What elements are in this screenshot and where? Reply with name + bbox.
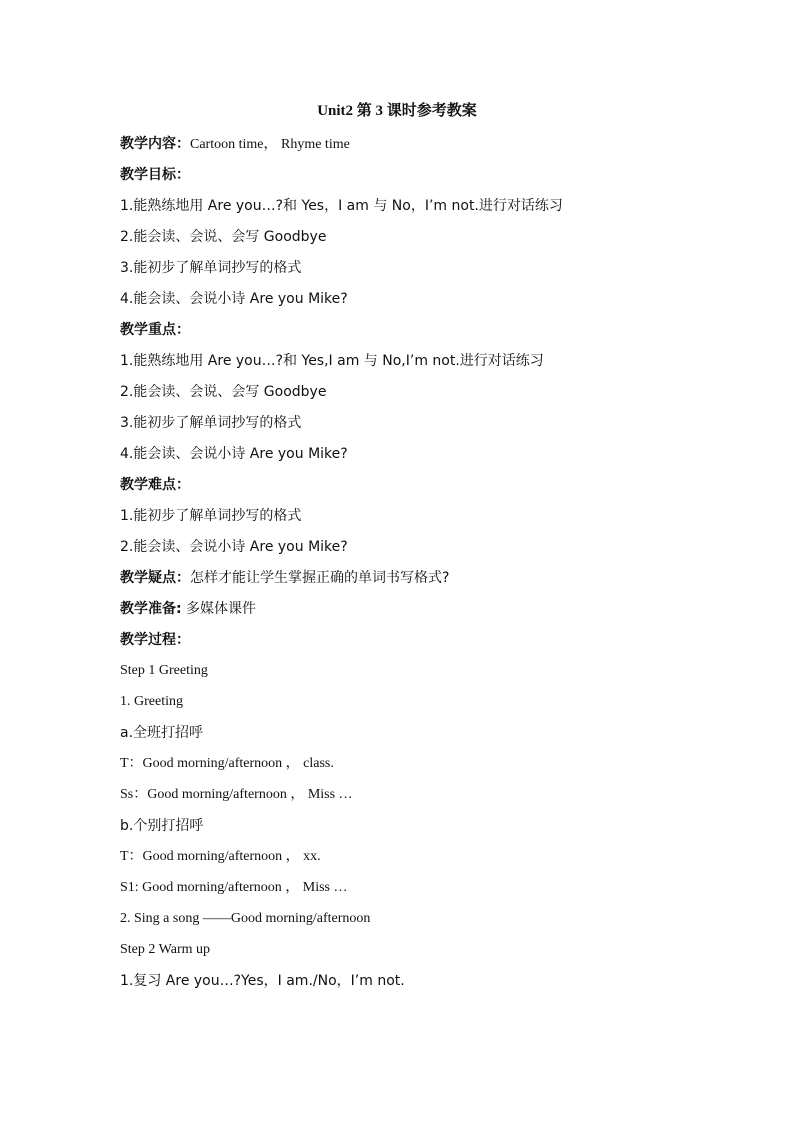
process-line: T：Good morning/afternoon ， class. <box>120 756 334 771</box>
key-points-heading: 教学重点： <box>120 322 190 338</box>
objective-item: 3.能初步了解单词抄写的格式 <box>120 260 302 276</box>
difficulties-heading: 教学难点： <box>120 477 190 493</box>
key-point-item: 3.能初步了解单词抄写的格式 <box>120 415 302 431</box>
doubts-text: 怎样才能让学生掌握正确的单词书写格式? <box>190 570 450 586</box>
objective-item: 4.能会读、会说小诗 Are you Mike? <box>120 291 348 307</box>
process-line: S1: Good morning/afternoon ， Miss … <box>120 880 348 895</box>
preparation-heading: 教学准备: <box>120 601 182 617</box>
difficulty-item: 2.能会读、会说小诗 Are you Mike? <box>120 539 348 555</box>
content-text: Cartoon time， Rhyme time <box>190 137 350 152</box>
process-line: Step 1 Greeting <box>120 663 208 678</box>
objective-item: 2.能会读、会说、会写 Goodbye <box>120 229 327 245</box>
doubts-heading: 教学疑点： <box>120 570 190 586</box>
process-line: 1. Greeting <box>120 694 183 709</box>
process-heading: 教学过程： <box>120 632 190 648</box>
content-heading: 教学内容： <box>120 136 190 152</box>
document-body <box>120 130 740 998</box>
preparation-line <box>120 595 740 626</box>
difficulty-item: 1.能初步了解单词抄写的格式 <box>120 508 302 524</box>
key-point-item: 4.能会读、会说小诗 Are you Mike? <box>120 446 348 462</box>
process-line: 2. Sing a song ——Good morning/afternoon <box>120 911 371 926</box>
process-line: b.个别打招呼 <box>120 818 204 834</box>
process-line: Ss：Good morning/afternoon ， Miss … <box>120 787 353 802</box>
process-line: a.全班打招呼 <box>120 725 204 741</box>
content-line <box>120 130 740 161</box>
key-point-item: 1.能熟练地用 Are you…?和 Yes,I am 与 No,I’m not.进行对话练习 <box>120 353 544 369</box>
preparation-text: 多媒体课件 <box>181 601 257 617</box>
process-line: 1.复习 Are you…?Yes，I am./No，I’m not. <box>120 973 405 989</box>
objectives-heading: 教学目标： <box>120 167 190 183</box>
process-line: T：Good morning/afternoon ， xx. <box>120 849 321 864</box>
objective-item: 1.能熟练地用 Are you…?和 Yes，I am 与 No，I’m not.进行对话练习 <box>120 198 563 214</box>
doubts-line <box>120 564 740 595</box>
lesson-title: Unit2 第 3 课时参考教案 <box>317 103 477 119</box>
key-point-item: 2.能会读、会说、会写 Goodbye <box>120 384 327 400</box>
process-line: Step 2 Warm up <box>120 942 210 957</box>
